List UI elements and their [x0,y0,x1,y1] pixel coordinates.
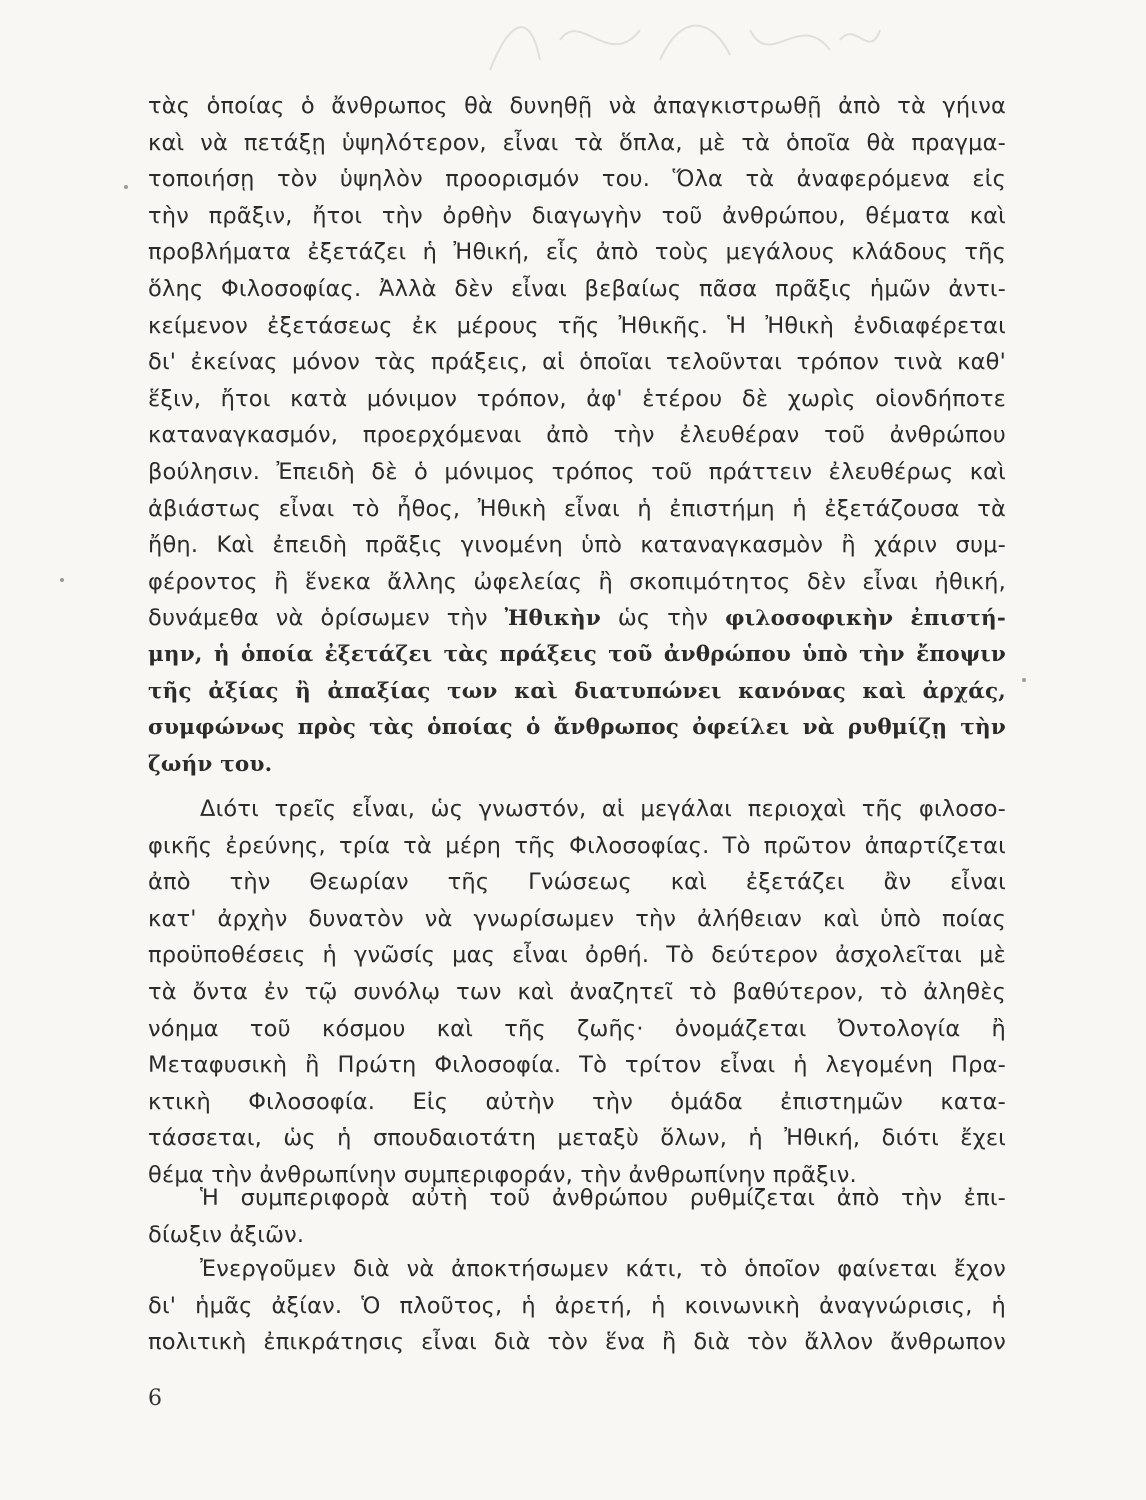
text-line: θέμα τὴν ἀνθρωπίνην συμπεριφοράν, τὴν ἀνθρωπίνην πρᾶξιν. [148,1161,857,1188]
text-line: Μεταφυσικὴ ἢ Πρώτη Φιλοσοφία. Τὸ τρίτον εἶναι ἡ λεγομένη Πρα- [148,1052,1006,1079]
page-speck [124,185,128,189]
text-line: δι' ἐκείνας μόνον τὰς πράξεις, αἱ ὁποῖαι τελοῦνται τρόπον τινὰ καθ' [148,349,1006,376]
text-line: τὴν πρᾶξιν, ἤτοι τὴν ὀρθὴν διαγωγὴν τοῦ ἀνθρώπου, θέματα καὶ [148,202,1006,229]
bold-term-ethics: Ἠθικὴν [504,606,601,632]
text-line: προϋποθέσεις ἡ γνῶσίς μας εἶναι ὀρθή. Τὸ δεύτερον ἀσχολεῖται μὲ [148,942,1006,969]
paragraph-1 [148,88,1006,783]
text-line: φέροντος ἢ ἕνεκα ἄλλης ὠφελείας ἢ σκοπιμότητος δὲν εἶναι ἠθική, [148,568,1006,595]
text-line: πολιτικὴ ἐπικράτησις εἶναι διὰ τὸν ἕνα ἢ διὰ τὸν ἄλλον ἄνθρωπον [148,1329,1006,1356]
text-line: ἀπὸ τὴν Θεωρίαν τῆς Γνώσεως καὶ ἐξετάζει ἂν εἶναι [148,869,1006,896]
text-line-mixed [148,600,1006,637]
text-line: φικῆς ἐρεύνης, τρία τὰ μέρη τῆς Φιλοσοφίας. Τὸ πρῶτον ἀπαρτίζεται [148,832,1006,859]
text-line: ὅλης Φιλοσοφίας. Ἀλλὰ δὲν εἶναι βεβαίως πᾶσα πρᾶξις ἡμῶν ἀντι- [148,275,1006,302]
text-run: δυνάμεθα νὰ ὁρίσωμεν τὴν [148,605,505,632]
text-line: ἕξιν, ἤτοι κατὰ μόνιμον τρόπον, ἀφ' ἑτέρου δὲ χωρὶς οἱονδήποτε [148,385,1006,412]
text-line: βούλησιν. Ἐπειδὴ δὲ ὁ μόνιμος τρόπος τοῦ πράττειν ἐλευθέρως καὶ [148,458,1006,485]
bold-definition-line: ζωήν του. [148,751,273,777]
bold-definition-line: μην, ἡ ὁποία ἐξετάζει τὰς πράξεις τοῦ ἀνθρώπου ὑπὸ τὴν ἔποψιν [148,641,1006,667]
text-line: ἤθη. Καὶ ἐπειδὴ πρᾶξις γινομένη ὑπὸ καταναγκασμὸν ἢ χάριν συμ- [148,532,1006,559]
text-line: καὶ νὰ πετάξῃ ὑψηλότερον, εἶναι τὰ ὅπλα, μὲ τὰ ὁποῖα θὰ πραγμα- [148,129,1006,156]
text-line: κείμενον ἐξετάσεως ἐκ μέρους τῆς Ἠθικῆς. Ἡ Ἠθικὴ ἐνδιαφέρεται [148,312,1006,339]
page-speck [60,578,64,582]
text-line: ἀβιάστως εἶναι τὸ ἦθος, Ἠθικὴ εἶναι ἡ ἐπιστήμη ἡ ἐξετάζουσα τὰ [148,495,1006,522]
text-line: δι' ἡμᾶς ἀξίαν. Ὁ πλοῦτος, ἡ ἀρετή, ἡ κοινωνικὴ ἀναγνώρισις, ἡ [148,1292,1006,1319]
text-line: τάσσεται, ὡς ἡ σπουδαιοτάτη μεταξὺ ὅλων, ἡ Ἠθική, διότι ἔχει [148,1125,1006,1152]
text-line: κτικὴ Φιλοσοφία. Εἰς αὐτὴν τὴν ὁμάδα ἐπιστημῶν κατα- [148,1088,1006,1115]
page-number: 6 [148,1386,162,1411]
paragraph-2 [148,791,1006,1194]
text-line: Διότι τρεῖς εἶναι, ὡς γνωστόν, αἱ μεγάλαι περιοχαὶ τῆς φιλοσο- [200,796,1006,822]
page-speck [1022,678,1026,682]
paragraph-4 [148,1251,1006,1361]
text-line: δίωξιν ἀξιῶν. [148,1221,305,1248]
bold-definition-start: φιλοσοφικὴν ἐπιστή- [725,606,1007,632]
text-line: καταναγκασμόν, προερχόμεναι ἀπὸ τὴν ἐλευθέραν τοῦ ἀνθρώπου [148,422,1006,449]
text-run: ὡς τὴν [600,605,726,632]
text-line: Ἐνεργοῦμεν διὰ νὰ ἀποκτήσωμεν κάτι, τὸ ὁποῖον φαίνεται ἔχον [200,1256,1006,1282]
text-line: τὰς ὁποίας ὁ ἄνθρωπος θὰ δυνηθῇ νὰ ἀπαγκιστρωθῇ ἀπὸ τὰ γήινα [148,93,1006,119]
paragraph-3 [148,1180,1006,1253]
text-line: κατ' ἀρχὴν δυνατὸν νὰ γνωρίσωμεν τὴν ἀλήθειαν καὶ ὑπὸ ποίας [148,905,1006,932]
text-line: Ἡ συμπεριφορὰ αὐτὴ τοῦ ἀνθρώπου ρυθμίζεται ἀπὸ τὴν ἐπι- [200,1185,1006,1211]
bold-definition-line: συμφώνως πρὸς τὰς ὁποίας ὁ ἄνθρωπος ὀφείλει νὰ ρυθμίζῃ τὴν [148,715,1006,741]
text-line: τὰ ὄντα ἐν τῷ συνόλῳ των καὶ ἀναζητεῖ τὸ βαθύτερον, τὸ ἀληθὲς [148,978,1006,1005]
faint-handwriting-bleedthrough [470,0,890,95]
text-line: τοποιήσῃ τὸν ὑψηλὸν προορισμόν του. Ὅλα τὰ ἀναφερόμενα εἰς [148,166,1006,193]
text-line: προβλήματα ἐξετάζει ἡ Ἠθική, εἷς ἀπὸ τοὺς μεγάλους κλάδους τῆς [148,239,1006,266]
text-line: νόημα τοῦ κόσμου καὶ τῆς ζωῆς· ὀνομάζεται Ὀντολογία ἢ [148,1015,1006,1042]
bold-definition-line: τῆς ἀξίας ἢ ἀπαξίας των καὶ διατυπώνει κανόνας καὶ ἀρχάς, [148,678,1006,704]
